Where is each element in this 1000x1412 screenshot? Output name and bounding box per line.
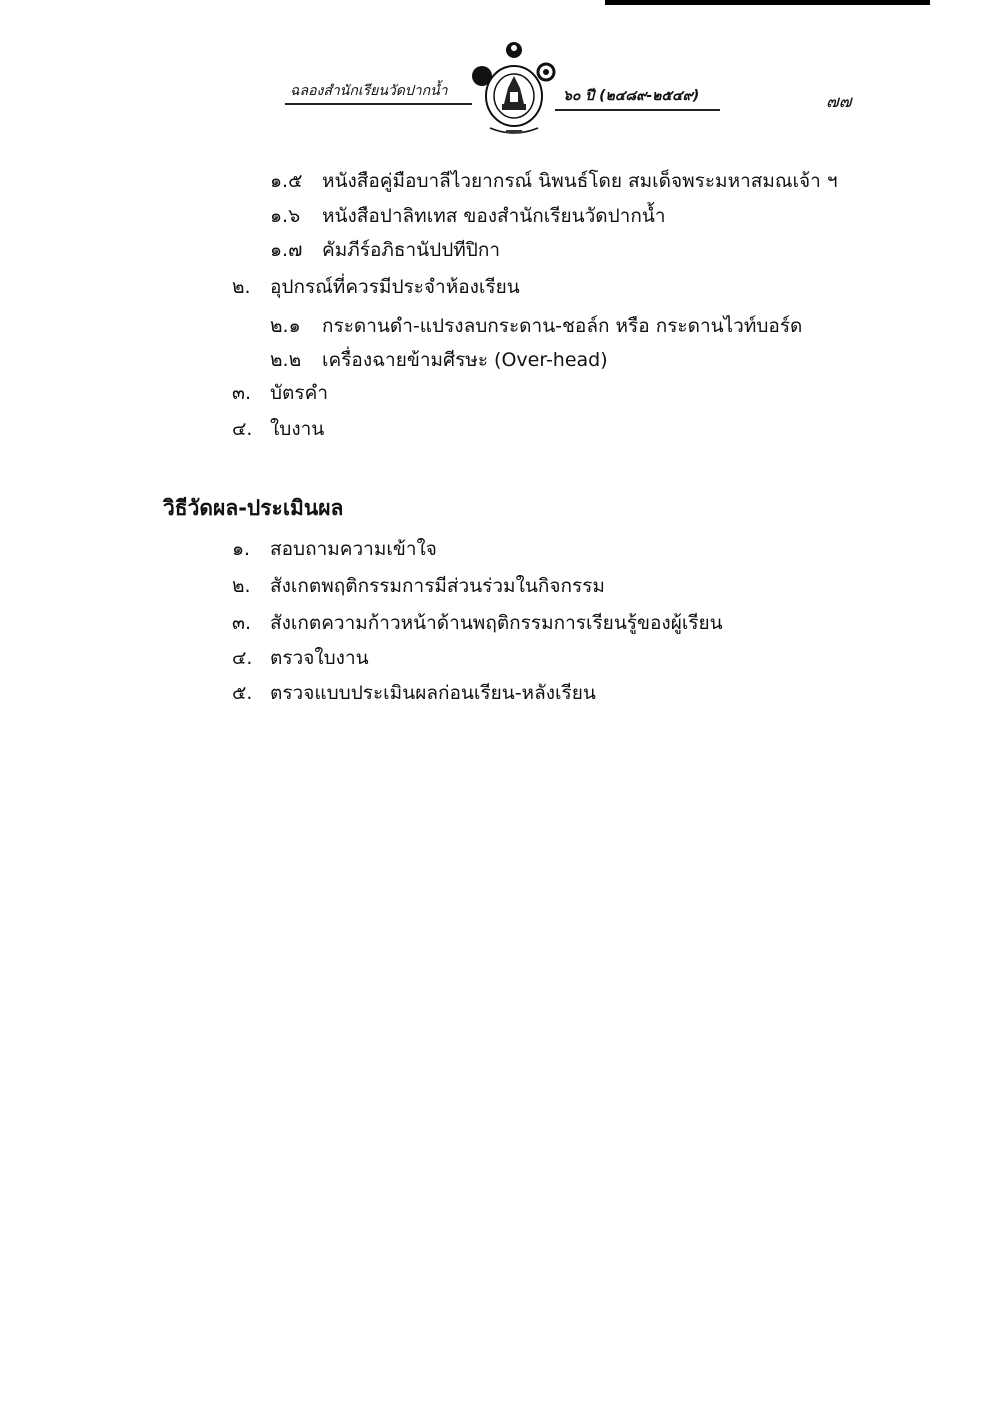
list-item: ๒.๒ เครื่องฉายข้ามศีรษะ (Over-head) xyxy=(270,349,608,371)
page-number: ๗๗ xyxy=(826,92,852,112)
list-item: ๓. สังเกตความก้าวหน้าด้านพฤติกรรมการเรียนรู้ของผู้เรียน xyxy=(232,612,723,634)
header-left-underline xyxy=(285,103,472,105)
header-left-title: ฉลองสำนักเรียนวัดปากน้ำ xyxy=(290,83,448,99)
list-item: ๓. บัตรคำ xyxy=(232,382,328,404)
list-item: ๑.๖ หนังสือปาลิทเทส ของสำนักเรียนวัดปากน้ำ xyxy=(270,205,666,227)
list-item: ๕. ตรวจแบบประเมินผลก่อนเรียน-หลังเรียน xyxy=(232,682,596,704)
section-heading: วิธีวัดผล-ประเมินผล xyxy=(163,496,344,520)
list-item: ๔. ใบงาน xyxy=(232,418,325,440)
page-header xyxy=(0,0,1000,150)
list-item: ๑.๕ หนังสือคู่มือบาลีไวยากรณ์ นิพนธ์โดย สมเด็จพระมหาสมณเจ้า ฯ xyxy=(270,170,838,192)
list-item: ๑. สอบถามความเข้าใจ xyxy=(232,538,437,560)
temple-emblem-icon xyxy=(470,38,558,138)
header-right-title: ๖๐ ปี (๒๔๘๙-๒๕๔๙) xyxy=(563,88,700,104)
list-item: ๒.๑ กระดานดำ-แปรงลบกระดาน-ชอล์ก หรือ กระดานไวท์บอร์ด xyxy=(270,315,803,337)
header-right-underline xyxy=(555,109,720,111)
list-item: ๒. อุปกรณ์ที่ควรมีประจำห้องเรียน xyxy=(232,276,520,298)
list-item: ๔. ตรวจใบงาน xyxy=(232,647,369,669)
list-item: ๒. สังเกตพฤติกรรมการมีส่วนร่วมในกิจกรรม xyxy=(232,575,605,597)
list-item: ๑.๗ คัมภีร์อภิธานัปปทีปิกา xyxy=(270,239,501,261)
